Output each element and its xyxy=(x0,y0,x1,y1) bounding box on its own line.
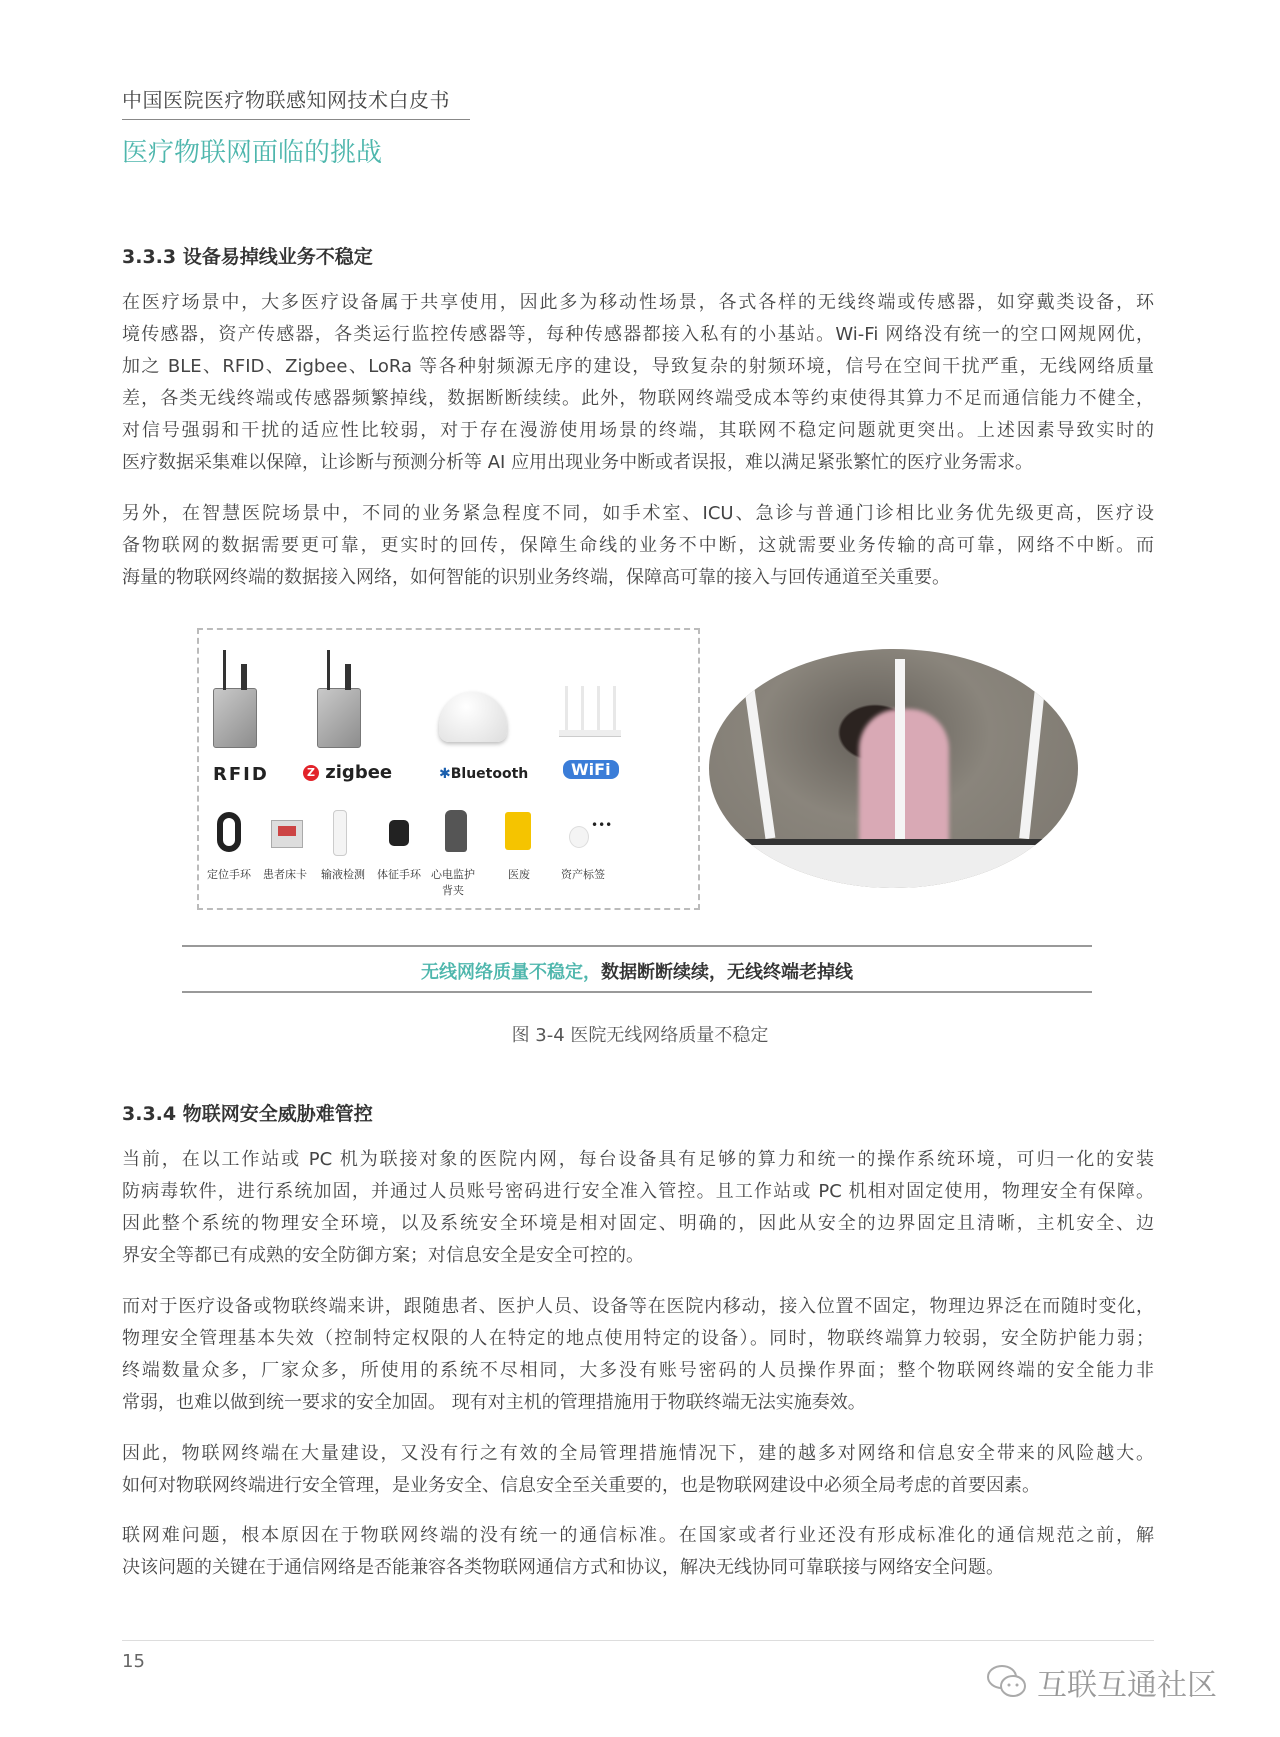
paragraph-line: 另外，在智慧医院场景中，不同的业务紧急程度不同，如手术室、ICU、急诊与普通门诊相比业务优先级更高，医疗设 xyxy=(122,503,1154,524)
figure-highlight-caption: 无线网络质量不稳定，数据断断续续，无线终端老掉线 xyxy=(421,962,853,983)
zigbee-logo: Z zigbee xyxy=(303,762,392,783)
paragraph-line: 界安全等都已有成熟的安全防御方案；对信息安全是安全可控的。 xyxy=(122,1245,644,1266)
paragraph xyxy=(122,1144,1154,1272)
rfid-reader-image xyxy=(213,650,257,748)
paragraph-line: 决该问题的关键在于通信网络是否能兼容各类物联网通信方式和协议，解决无线协同可靠联接与网络安全问题。 xyxy=(122,1557,1004,1578)
paragraph xyxy=(122,287,1154,479)
more-icon: ••• xyxy=(591,818,613,832)
paragraph-line: 常弱，也难以做到统一要求的安全加固。 现有对主机的管理措施用于物联终端无法实施奏效。 xyxy=(122,1392,866,1413)
document-title: 中国医院医疗物联感知网技术白皮书 xyxy=(122,88,450,112)
heading-3-3-3: 3.3.3 设备易掉线业务不稳定 xyxy=(122,246,373,268)
paragraph xyxy=(122,498,1154,594)
bluetooth-beacon-image xyxy=(439,692,507,742)
ecg-vest-icon xyxy=(445,810,467,852)
infusion-monitor-icon xyxy=(333,810,347,856)
paragraph xyxy=(122,1438,1154,1502)
paragraph-line: 而对于医疗设备或物联终端来讲，跟随患者、医护人员、设备等在医院内移动，接入位置不固定，物理边界泛在而随时变化， xyxy=(122,1296,1154,1317)
vital-band-icon xyxy=(389,820,409,846)
watermark: 互联互通社区 xyxy=(985,1660,1217,1704)
paragraph-line: 境传感器，资产传感器，各类运行监控传感器等，每种传感器都接入私有的小基站。Wi-Fi 网络没有统一的空口网规网优， xyxy=(122,324,1154,345)
paragraph-line: 联网难问题，根本原因在于物联网终端的没有统一的通信标准。在国家或者行业还没有形成标准化的通信规范之前，解 xyxy=(122,1525,1154,1546)
paragraph-line: 对信号强弱和干扰的适应性比较弱，对于存在漫游使用场景的终端，其联网不稳定问题就更突出。上述因素导致实时的 xyxy=(122,420,1154,441)
device-figure xyxy=(197,628,700,910)
paragraph-line: 当前，在以工作站或 PC 机为联接对象的医院内网，每台设备具有足够的算力和统一的操作系统环境，可归一化的安装 xyxy=(122,1149,1154,1170)
page-number: 15 xyxy=(122,1651,145,1672)
rfid-logo: RFID xyxy=(213,764,269,785)
section-title: 医疗物联网面临的挑战 xyxy=(122,138,383,168)
zigbee-gateway-image xyxy=(317,650,361,748)
paragraph-line: 如何对物联网终端进行安全管理，是业务安全、信息安全至关重要的，也是物联网建设中必须全局考虑的首要因素。 xyxy=(122,1475,1040,1496)
bluetooth-logo: ✱Bluetooth xyxy=(439,766,529,782)
asset-tag-icon xyxy=(569,826,589,848)
device-label: 心电监护背夹 xyxy=(431,868,475,897)
paragraph-line: 差，各类无线终端或传感器频繁掉线，数据断断续续。此外，物联网终端受成本等约束使得其算力不足而通信能力不健全， xyxy=(122,388,1154,409)
wristband-icon xyxy=(217,812,241,852)
paragraph-line: 防病毒软件，进行系统加固，并通过人员账号密码进行安全准入管控。且工作站或 PC 机相对固定使用，物理安全有保障。 xyxy=(122,1181,1154,1202)
paragraph-line: 终端数量众多，厂家众多，所使用的系统不尽相同，大多没有账号密码的人员操作界面；整个物联网终端的安全能力非 xyxy=(122,1360,1154,1381)
router-person-photo xyxy=(709,649,1078,888)
device-label: 患者床卡 xyxy=(263,868,307,881)
wechat-icon xyxy=(985,1662,1029,1702)
wifi-router-image xyxy=(559,686,621,742)
device-label: 定位手环 xyxy=(207,868,251,881)
paragraph-line: 海量的物联网终端的数据接入网络，如何智能的识别业务终端，保障高可靠的接入与回传通道至关重要。 xyxy=(122,567,950,588)
paragraph-line: 因此整个系统的物理安全环境，以及系统安全环境是相对固定、明确的，因此从安全的边界固定且清晰，主机安全、边 xyxy=(122,1213,1154,1234)
paragraph-line: 加之 BLE、RFID、Zigbee、LoRa 等各种射频源无序的建设，导致复杂的射频环境，信号在空间干扰严重，无线网络质量 xyxy=(122,356,1154,377)
header-divider xyxy=(122,119,470,120)
device-label: 医废 xyxy=(508,868,530,881)
wifi-logo: WiFi xyxy=(563,760,619,779)
caption-divider-bottom xyxy=(182,991,1092,993)
paragraph xyxy=(122,1291,1154,1419)
paragraph-line: 在医疗场景中，大多医疗设备属于共享使用，因此多为移动性场景，各式各样的无线终端或传感器，如穿戴类设备，环 xyxy=(122,292,1154,313)
paragraph-line: 因此，物联网终端在大量建设，又没有行之有效的全局管理措施情况下，建的越多对网络和信息安全带来的风险越大。 xyxy=(122,1443,1154,1464)
paragraph-line: 物理安全管理基本失效（控制特定权限的人在特定的地点使用特定的设备）。同时，物联终端算力较弱，安全防护能力弱； xyxy=(122,1328,1154,1349)
paragraph-line: 医疗数据采集难以保障，让诊断与预测分析等 AI 应用出现业务中断或者误报，难以满足紧张繁忙的医疗业务需求。 xyxy=(122,452,1034,473)
paragraph xyxy=(122,1520,1154,1584)
caption-divider-top xyxy=(182,945,1092,947)
footer-divider xyxy=(122,1640,1154,1641)
bed-card-icon xyxy=(271,820,303,848)
device-label: 输液检测 xyxy=(321,868,365,881)
paragraph-line: 备物联网的数据需要更可靠，更实时的回传，保障生命线的业务不中断，这就需要业务传输的高可靠，网络不中断。而 xyxy=(122,535,1154,556)
device-label: 体征手环 xyxy=(377,868,421,881)
device-label: 资产标签 xyxy=(561,868,605,881)
heading-3-3-4: 3.3.4 物联网安全威胁难管控 xyxy=(122,1103,373,1125)
medical-waste-bin-icon xyxy=(505,812,531,850)
figure-caption: 图 3-4 医院无线网络质量不稳定 xyxy=(511,1025,769,1046)
